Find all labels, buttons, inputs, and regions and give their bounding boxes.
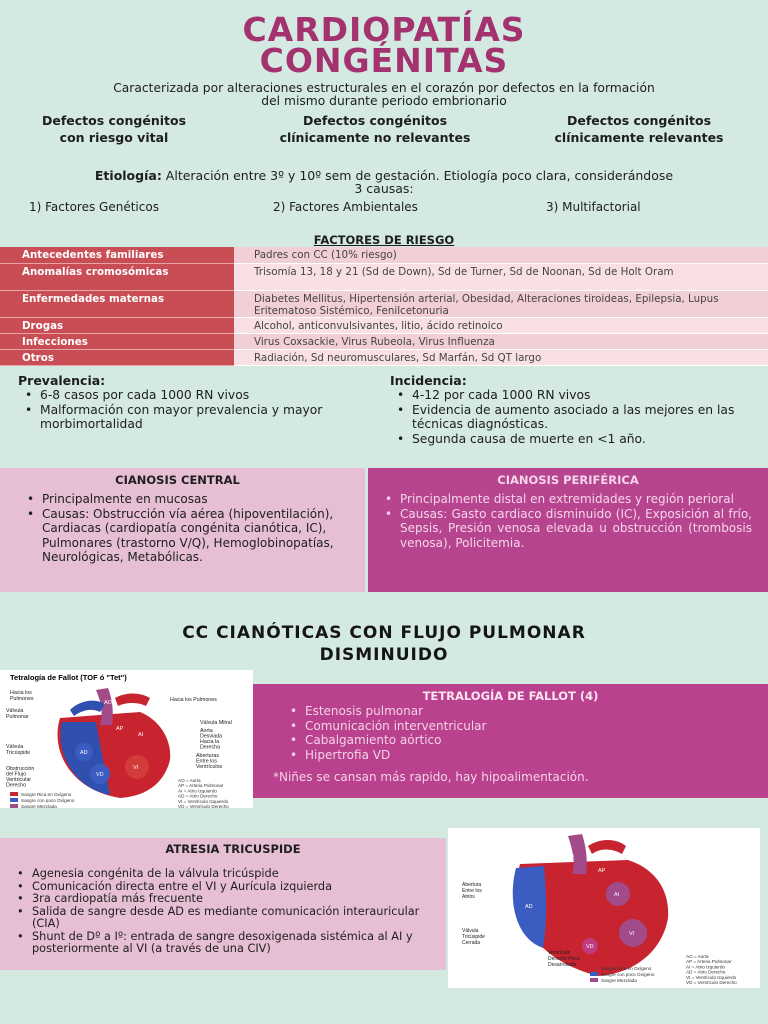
- intro-text: [20, 82, 748, 108]
- tof-title: TETRALOGÍA DE FALLOT (4): [422, 689, 599, 703]
- abbreviation-label: AI = Atrio Izquierdo: [686, 964, 725, 970]
- abbreviation-label: VI = Ventrículo Izquierdo: [178, 798, 229, 804]
- atresia-diagram: [448, 828, 760, 988]
- label-vd: VD: [586, 944, 594, 950]
- atresia-list: [0, 856, 446, 956]
- list-item: • Principalmente en mucosas: [20, 492, 353, 507]
- label-ap: AP: [116, 726, 124, 732]
- legend-label: Sangre con poco Oxígeno: [601, 972, 655, 977]
- table-row: [0, 247, 768, 263]
- legend-swatch: [590, 966, 598, 970]
- abbreviation-label: AD = Atrio Derecho: [686, 969, 726, 975]
- abbreviation-label: AP = Arteria Pulmonar: [686, 959, 732, 965]
- label-atrial-opening: Abertura Entre los Atrios: [462, 882, 482, 900]
- central-cyanosis-title: CIANOSIS CENTRAL: [115, 473, 240, 487]
- list-item: • Causas: Obstrucción vía aérea (hipoventilación), Cardiacas (cardiopatía congénita cianótica, IC), Pulmonares (trastorno V/Q), Hemoglobinopatías, Neurológicas, Metabólicas.: [20, 507, 353, 565]
- abbreviation-label: AI = Atrio Izquierdo: [178, 788, 217, 794]
- table-row: [0, 349, 768, 365]
- label-underdeveloped-rv: Ventrículo Derecho Poco Desarrollado: [548, 950, 580, 968]
- central-cyanosis-box: [0, 468, 365, 592]
- peripheral-cyanosis-box: [368, 468, 768, 592]
- list-item: • Malformación con mayor prevalencia y mayor morbimortalidad: [18, 403, 368, 432]
- table-row: [0, 333, 768, 349]
- table-value: Alcohol, anticonvulsivantes, litio, ácido retinoico: [234, 317, 768, 333]
- atresia-heart-svg: [448, 828, 760, 988]
- label-ad: AD: [80, 750, 88, 756]
- table-key: Otros: [0, 349, 234, 365]
- list-item: • Agenesia congénita de la válvula tricúspide: [10, 868, 436, 881]
- category-vital: [14, 112, 214, 146]
- abbreviation-label: VI = Ventrículo Izquierdo: [686, 974, 737, 980]
- category-relevant: [524, 112, 754, 146]
- table-value: Radiación, Sd neuromusculares, Sd Marfán, Sd QT largo: [234, 349, 768, 365]
- list-item: • Segunda causa de muerte en <1 año.: [390, 432, 760, 447]
- table-row: [0, 290, 768, 317]
- table-key: Anomalías cromosómicas: [0, 263, 234, 290]
- legend-swatch: [10, 804, 18, 808]
- label-deviated-aorta: Aorta Desviada Hacia la Derecha: [200, 728, 223, 751]
- label-mitral-valve: Válvula Mitral: [200, 720, 232, 726]
- prevalence-title: Prevalencia:: [18, 373, 106, 388]
- list-item: • 6-8 casos por cada 1000 RN vivos: [18, 388, 368, 403]
- category-line: con riesgo vital: [59, 130, 169, 145]
- atresia-box: [0, 838, 446, 970]
- risk-factors-table: [0, 247, 768, 366]
- tof-box: [253, 684, 768, 798]
- label-vi: VI: [629, 931, 635, 937]
- table-row: [0, 317, 768, 333]
- etiology-label: Etiología:: [94, 168, 162, 183]
- legend-swatch: [10, 798, 18, 802]
- label-tricuspid-valve: Válvula Tricúspide: [6, 744, 31, 756]
- abbreviation-label: AO = Aorta: [178, 778, 201, 783]
- legend-swatch: [10, 792, 18, 796]
- list-item: • Hipertrofia VD: [283, 748, 768, 763]
- list-item: • Salida de sangre desde AD es mediante comunicación interauricular (CIA): [10, 906, 436, 931]
- title-line-1: CARDIOPATÍAS: [242, 10, 526, 49]
- list-item: • Estenosis pulmonar: [283, 704, 768, 719]
- list-item: • Shunt de Dº a Iº: entrada de sangre desoxigenada sistémica al AI y posteriormente al VI (a través de una CIV): [10, 931, 436, 956]
- label-ao: AO: [566, 854, 574, 860]
- table-key: Antecedentes familiares: [0, 247, 234, 263]
- abbreviation-label: VD = Ventrículo Derecho: [178, 804, 229, 808]
- abbreviation-label: VD = Ventrículo Derecho: [686, 980, 737, 985]
- legend-label: Sangre Mezclada: [21, 804, 57, 808]
- prevalence-list: [18, 388, 368, 432]
- cause-multifactorial: 3) Multifactorial: [546, 200, 641, 214]
- intro-line-2: del mismo durante periodo embrionario: [261, 94, 507, 108]
- section-heading-line-1: CC CIANÓTICAS CON FLUJO PULMONAR: [182, 623, 586, 643]
- label-to-lungs-right: Hacia los Pulmones: [170, 697, 217, 703]
- list-item: • Comunicación directa entre el VI y Aurícula izquierda: [10, 881, 436, 894]
- tof-figure-title: Tetralogía de Fallot (TOF ó "Tet"): [10, 673, 127, 682]
- abbreviation-label: AP = Arteria Pulmonar: [178, 783, 224, 789]
- label-ai: AI: [614, 892, 620, 898]
- legend-label: Sangre con poco Oxígeno: [21, 798, 75, 803]
- list-item: • Causas: Gasto cardiaco disminuido (IC), Exposición al frío, Sepsis, Presión venosa elevada u obstrucción (trombosis venosa), Policitemia.: [378, 507, 752, 551]
- etiology-text-1: Alteración entre 3º y 10º sem de gestación. Etiología poco clara, considerándose: [161, 168, 674, 183]
- label-ap: AP: [598, 868, 606, 874]
- etiology-causes: [0, 200, 768, 216]
- list-item: • Principalmente distal en extremidades y región perioral: [378, 492, 752, 507]
- list-item: • Comunicación interventricular: [283, 719, 768, 734]
- tof-list: [253, 703, 768, 762]
- peripheral-cyanosis-title: CIANOSIS PERIFÉRICA: [497, 473, 639, 487]
- prevalence-section: [18, 373, 368, 432]
- cause-genetic: 1) Factores Genéticos: [29, 200, 159, 214]
- legend-label: Sangre Rica en Oxígeno: [601, 966, 652, 971]
- abbreviation-label: AO = Aorta: [686, 954, 709, 959]
- legend-swatch: [590, 978, 598, 982]
- incidence-title: Incidencia:: [390, 373, 467, 388]
- table-value: Trisomía 13, 18 y 21 (Sd de Down), Sd de Turner, Sd de Noonan, Sd de Holt Oram: [234, 263, 768, 290]
- atresia-title: ATRESIA TRICUSPIDE: [165, 842, 301, 856]
- label-to-lungs-left: Hacia los Pulmones: [10, 690, 34, 702]
- heart-diagram-svg: [0, 670, 253, 808]
- incidence-section: [390, 373, 760, 446]
- section-heading-line-2: DISMINUIDO: [319, 645, 449, 665]
- label-pulmonary-valve: Válvula Pulmonar: [6, 708, 29, 720]
- table-key: Enfermedades maternas: [0, 290, 234, 317]
- category-line: Defectos congénitos: [566, 113, 712, 128]
- category-line: Defectos congénitos: [302, 113, 448, 128]
- table-row: [0, 263, 768, 290]
- risk-factors-title: FACTORES DE RIESGO: [313, 233, 455, 247]
- label-outflow-obstruction: Obstrucción del Flujo Ventricular Derecho: [6, 766, 35, 789]
- category-line: clínicamente relevantes: [554, 130, 724, 145]
- legend-swatch: [590, 972, 598, 976]
- pulmonary-right: [70, 701, 105, 716]
- legend-label: Sangre Mezclada: [601, 978, 637, 983]
- table-value: Virus Coxsackie, Virus Rubeola, Virus Influenza: [234, 333, 768, 349]
- label-vi: VI: [133, 765, 139, 771]
- list-item: • 3ra cardiopatía más frecuente: [10, 893, 436, 906]
- category-line: clínicamente no relevantes: [279, 130, 471, 145]
- etiology-text-2: 3 causas:: [354, 181, 414, 196]
- category-not-relevant: [255, 112, 495, 146]
- label-ai: AI: [138, 732, 144, 738]
- intro-line-1: Caracterizada por alteraciones estructurales en el corazón por defectos en la formación: [113, 81, 655, 95]
- cause-environmental: 2) Factores Ambientales: [273, 200, 418, 214]
- list-item: • Evidencia de aumento asociado a las mejores en las técnicas diagnósticas.: [390, 403, 760, 432]
- category-line: Defectos congénitos: [41, 113, 187, 128]
- list-item: • Cabalgamiento aórtico: [283, 733, 768, 748]
- section-heading: [0, 622, 768, 666]
- table-key: Infecciones: [0, 333, 234, 349]
- list-item: • 4-12 por cada 1000 RN vivos: [390, 388, 760, 403]
- incidence-list: [390, 388, 760, 446]
- peripheral-cyanosis-list: [368, 487, 768, 550]
- abbreviation-label: AD = Atrio Derecho: [178, 793, 218, 799]
- table-key: Drogas: [0, 317, 234, 333]
- title-line-2: CONGÉNITAS: [259, 41, 509, 80]
- etiology-text: [20, 169, 748, 195]
- page-title: [0, 10, 768, 80]
- label-ao: AO: [104, 700, 112, 706]
- tof-diagram: [0, 670, 253, 808]
- legend-label: Sangre Rica en Oxígeno: [21, 792, 72, 797]
- tof-note: *Niñes se cansan más rapido, hay hipoalimentación.: [273, 770, 589, 784]
- label-ad: AD: [525, 904, 533, 910]
- central-cyanosis-list: [0, 487, 365, 565]
- pulmonary-left: [115, 694, 150, 707]
- table-value: Padres con CC (10% riesgo): [234, 247, 768, 263]
- table-value: Diabetes Mellitus, Hipertensión arterial, Obesidad, Alteraciones tiroideas, Epilepsia, Lupus Eritematoso Sistémico, Fenilcetonuria: [234, 290, 768, 317]
- label-ventricle-openings: Aberturas Entre los Ventrículos: [196, 753, 223, 770]
- pulmonary-artery: [588, 840, 626, 854]
- label-closed-tricuspid: Válvula Tricúspide Cerrada: [462, 928, 485, 946]
- label-vd: VD: [96, 772, 104, 778]
